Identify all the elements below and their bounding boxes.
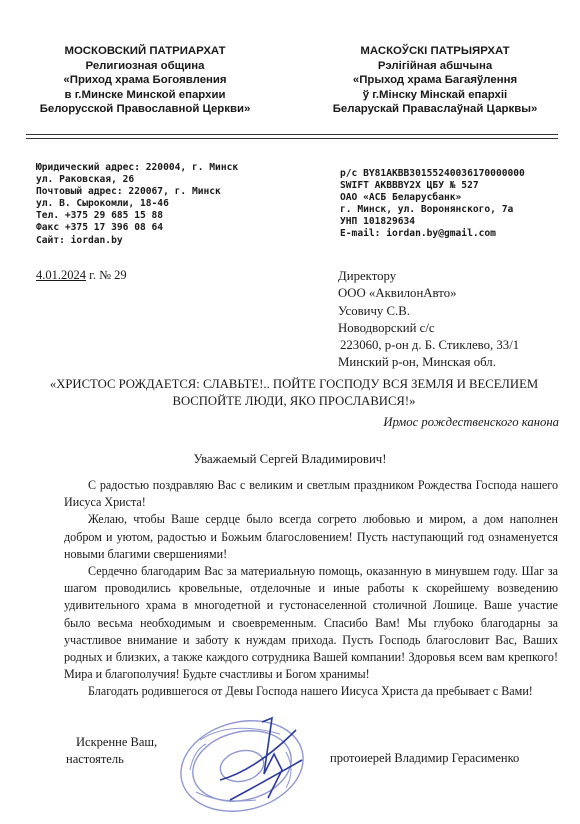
org-name-belarusian [290, 44, 580, 117]
epigraph-quote: «ХРИСТОС РОЖДАЕТСЯ: СЛАВЬТЕ!.. ПОЙТЕ ГОСПОДУ ВСЯ ЗЕМЛЯ И ВЕСЕЛИЕМ ВОСПОЙТЕ ЛЮДИ, ЯКО ПРОСЛАВИСЯ!» [49, 377, 539, 408]
org-line: Религиозная община [85, 59, 205, 72]
address-line: Почтовый адрес: 220067, г. Минск [36, 186, 221, 198]
address-line: Тел. +375 29 685 15 88 [36, 210, 164, 222]
org-line: ў г.Мінску Мінскай епархіі [362, 88, 508, 101]
address-line: Факс +375 17 396 08 64 [36, 222, 164, 234]
parish-seal-stamp [160, 700, 332, 820]
bank-line: SWIFT AKBBBY2X ЦБУ № 527 [340, 180, 479, 192]
org-line: «Приход храма Богоявления [63, 74, 227, 87]
recipient-line: Минский р-он, Минская обл. [338, 355, 496, 370]
epigraph-source: Ирмос рождественского канона [383, 415, 559, 429]
recipient-line: ООО «АквилонАвто» [338, 286, 457, 301]
org-line: «Прыход храма Багаяўлення [352, 74, 518, 87]
closing-line: Искренне Ваш, [76, 735, 158, 749]
body-paragraph: С радостью поздравляю Вас с великим и светлым праздником Рождества Господа нашего Иисуса Христа! [64, 478, 558, 510]
bank-line: р/с BY81AKBB30155240036170000000 [340, 168, 525, 179]
header-divider-top [26, 134, 558, 135]
org-line: Беларускай Праваслаўнай Царквы» [332, 103, 538, 116]
address-line: ул. Раковская, 26 [36, 174, 135, 186]
org-line: МАСКОЎСКІ ПАТРЫЯРХАТ [360, 45, 510, 57]
bank-line: E-mail: iordan.by@gmail.com [340, 228, 496, 240]
signer-name: протоиерей Владимир Герасименко [330, 751, 520, 765]
bank-line: УНП 101829634 [340, 216, 416, 228]
closing-block [66, 734, 157, 768]
body-paragraph: Благодать родившегося от Девы Господа нашего Иисуса Христа да пребывает с Вами! [88, 684, 533, 699]
letter-date: 4.01.2024 [36, 268, 86, 282]
address-line: Сайт: iordan.by [36, 234, 123, 246]
contact-address-block [36, 162, 238, 247]
salutation: Уважаемый Сергей Владимирович! [193, 452, 387, 466]
recipient-block [338, 268, 519, 372]
address-line: ул. В. Сырокомли, 18-46 [36, 198, 169, 210]
recipient-line: Директору [338, 269, 397, 283]
header-divider-bottom [26, 138, 558, 139]
bank-line: ОАО «АСБ Беларусбанк» [340, 192, 462, 204]
letter-body [64, 477, 558, 701]
body-paragraph: Желаю, чтобы Ваше сердце было всегда согрето любовью и миром, а дом наполнен добром и уютом, радостью и Божьим благословением! Пусть наступающий год ознаменуется новыми благими свершениями! [64, 512, 558, 561]
org-line: Белорусской Православной Церкви» [39, 103, 251, 116]
closing-title: настоятель [66, 752, 124, 766]
bank-details-block [340, 168, 525, 241]
recipient-line: 223060, р-он д. Б. Стиклево, 33/1 [340, 338, 520, 353]
address-line: Юридический адрес: 220004, г. Минск [36, 162, 239, 173]
body-paragraph: Сердечно благодарим Вас за материальную помощь, оказанную в минувшем году. Шаг за шагом проводились кровельные, отделочные и иные работы к скорейшему возведению удивительного храма в многодетной и густонаселенной столичной Лошице. Ваше участие было весьма необходимым и своевременным. Спасибо Вам! Мы глубоко благодарны за участливое внимание и заботу к нуждам прихода. Пусть Господь благословит Вас, Ваших родных и близких, а также каждого сотрудника Вашей компании! Здоровья всем вам крепкого! Мира и благополучия! Будьте счастливы и Богом хранимы! [64, 564, 558, 682]
bank-line: г. Минск, ул. Воронянского, 7а [340, 204, 514, 216]
org-line: в г.Минске Минской епархии [64, 88, 226, 101]
recipient-line: Новодворский с/с [338, 320, 435, 335]
org-line: МОСКОВСКИЙ ПАТРИАРХАТ [64, 45, 226, 57]
recipient-line: Усовичу С.В. [338, 303, 410, 318]
letter-date-number [36, 268, 127, 283]
org-line: Рэлігійная абшчына [377, 59, 493, 72]
org-name-russian [0, 44, 290, 117]
letter-number: г. № 29 [86, 268, 127, 282]
